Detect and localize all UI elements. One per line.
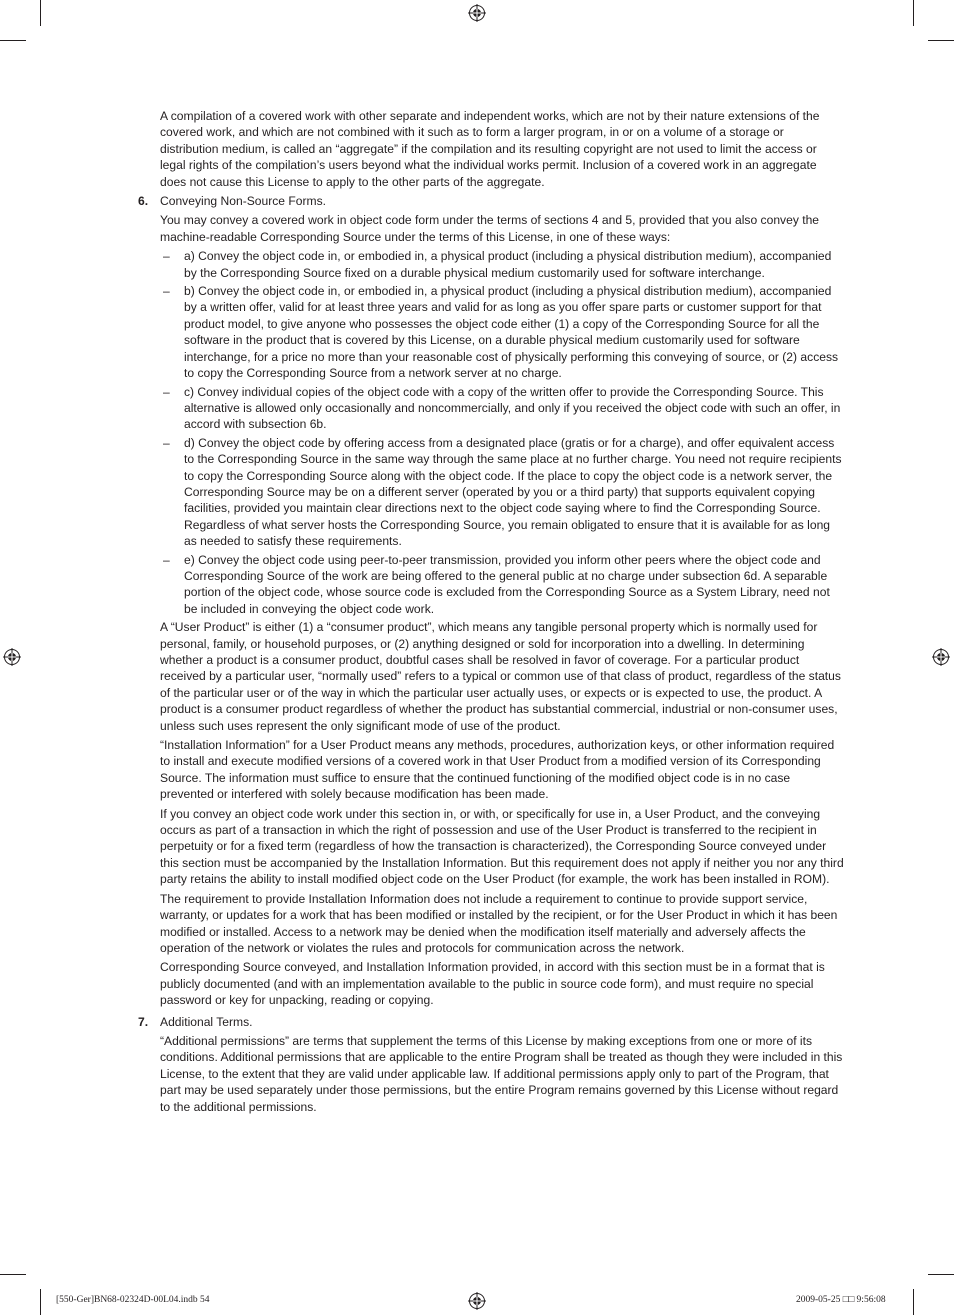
additional-permissions-paragraph: “Additional permissions” are terms that supplement the terms of this License by making exceptions from one or more of its conditions. Additional permissions that are applicable to the entire Program shall be treated as though they were included in this License, to the extent that they are valid under applicable law. If additional permissions apply only to part of the Program, that part may be used separately under those permissions, but the entire Program remains governed by this License without regard to the additional permissions. (160, 1033, 843, 1114)
user-product-paragraph: A “User Product” is either (1) a “consumer product”, which means any tangible personal property which is normally used for personal, family, or household purposes, or (2) anything designed or sold for incorporation into a dwelling. In determining whether a product is a consumer product, doubtful cases shall be resolved in favor of coverage. For a particular product received by a particular user, “normally used” refers to a typical or common use of that class of product, regardless of the status of the particular user or of the way in which the particular user actually uses, or expects or is expected to use, the product. A product is a consumer product regardless of whether the product has substantial commercial, industrial or non-consumer uses, unless such uses represent the only significant mode of use of the product. (160, 620, 841, 733)
registration-mark-icon (3, 648, 21, 666)
section-number: 6. (138, 194, 149, 209)
list-item (160, 283, 844, 381)
support-requirement-paragraph: The requirement to provide Installation Information does not include a requirement to continue to provide support service, warranty, or updates for a work that has been modified or installed by the recipient, or for the User Product in which it has been modified or installed. Access to a network may be denied when the modification itself materially and adversely affects the operation of the network or violates the rules and protocols for communication across the network. (160, 891, 838, 955)
list-item-text: b) Convey the object code in, or embodied in, a physical product (including a physical distribution medium), accompanied by a written offer, valid for at least three years and valid for as long as you offer spare parts or customer support for that product model, to give anyone who possesses the object code either (1) a copy of the Corresponding Source for all the software in the product that is covered by this License, on a durable physical medium customarily used for software interchange, for a price no more than your reasonable cost of physically performing this conveying of source, or (2) access to copy the Corresponding Source from a network server at no charge. (184, 284, 839, 381)
list-item-text: d) Convey the object code by offering access from a designated place (gratis or for a charge), and offer equivalent access to the Corresponding Source in the same way through the same place at no further charge. You need not require recipients to copy the Corresponding Source along with the object code. If the place to copy the object code is a network server, the Corresponding Source may be on a different server (operated by you or a third party) that supports equivalent copying facilities, provided you maintain clear directions next to the object code saying where to find the Corresponding Source. Regardless of what server hosts the Corresponding Source, you remain obligated to ensure that it is available for as long as needed to satisfy these requirements. (184, 435, 842, 549)
crop-mark-bottom-left (40, 1289, 41, 1315)
section-lead: You may convey a covered work in object code form under the terms of sections 4 and 5, provided that you also convey the machine-readable Corresponding Source under the terms of this License, in one of these ways: (160, 213, 820, 244)
conveyance-options-list (160, 248, 844, 617)
list-item (160, 552, 844, 618)
aggregate-paragraph: A compilation of a covered work with other separate and independent works, which are not by their nature extensions of the covered work, and which are not combined with it such as to form a larger program, in or on a volume of a storage or distribution medium, is called an “aggregate” if the compilation and its resulting copyright are not used to limit the access or legal rights of the compilation’s users beyond what the individual works permit. Inclusion of a covered work in an aggregate does not cause this License to apply to the other parts of the aggregate. (160, 109, 820, 189)
conveying-object-code-paragraph: If you convey an object code work under this section in, or with, or specifically for use in, a User Product, and the conveying occurs as part of a transaction in which the right of possession and use of the User Product is transferred to the recipient in perpetuity or for a fixed term (regardless of how the transaction is characterized), the Corresponding Source conveyed under this section must be accompanied by the Installation Information. But this requirement does not apply if neither you nor any third party retains the ability to install modified object code on the User Product (for example, the work has been installed in ROM). (160, 806, 844, 887)
crop-mark-top-left-h (0, 40, 26, 41)
list-item-text: e) Convey the object code using peer-to-peer transmission, provided you inform other peers where the object code and Corresponding Source of the work are being offered to the general public at no charge under subsection 6d. A separable portion of the object code, whose source code is excluded from the Corresponding Source as a System Library, need not be included in conveying the object code work. (184, 552, 830, 616)
format-requirement-paragraph: Corresponding Source conveyed, and Installation Information provided, in accord with this section must be in a format that is publicly documented (and with an implementation available to the public in source code form), and must require no special password or key for unpacking, reading or copying. (160, 960, 825, 1008)
registration-mark-icon (468, 1292, 486, 1310)
section-title: Conveying Non-Source Forms. (160, 194, 327, 209)
dash-bullet: – (163, 384, 170, 399)
dash-bullet: – (163, 552, 170, 567)
list-item (160, 435, 844, 550)
list-item-text: c) Convey individual copies of the object code with a copy of the written offer to provide the Corresponding Source. This alternative is allowed only occasionally and noncommercially, and only if you received the object code with such an offer, in accord with subsection 6b. (184, 384, 841, 432)
slug-file-info: [550-Ger]BN68-02324D-00L04.indb 54 (56, 1295, 210, 1305)
dash-bullet: – (163, 249, 170, 264)
list-item (160, 248, 844, 281)
crop-mark-bottom-left-h (0, 1274, 26, 1275)
section-7 (138, 1014, 844, 1115)
crop-mark-bottom-right (913, 1289, 914, 1315)
dash-bullet: – (163, 435, 170, 450)
crop-mark-top-right-h (928, 40, 954, 41)
section-title: Additional Terms. (160, 1014, 253, 1029)
section-number: 7. (138, 1014, 149, 1029)
section-6 (138, 193, 844, 1009)
crop-mark-bottom-right-h (928, 1274, 954, 1275)
registration-mark-icon (932, 648, 950, 666)
registration-mark-icon (468, 4, 486, 22)
installation-info-paragraph: “Installation Information” for a User Product means any methods, procedures, authorization keys, or other information required to install and execute modified versions of a covered work in that User Product from a modified version of its Corresponding Source. The information must suffice to ensure that the continued functioning of the modified object code is in no case prevented or interfered with solely because modification has been made. (160, 738, 835, 802)
license-text (138, 108, 844, 1118)
dash-bullet: – (163, 284, 170, 299)
crop-mark-top-left (40, 0, 41, 26)
list-item-text: a) Convey the object code in, or embodied in, a physical product (including a physical distribution medium), accompanied by the Corresponding Source fixed on a durable physical medium customarily used for software interchange. (184, 249, 832, 280)
crop-mark-top-right (913, 0, 914, 26)
list-item (160, 384, 844, 433)
slug-timestamp: 2009-05-25 □□ 9:56:08 (796, 1295, 886, 1305)
